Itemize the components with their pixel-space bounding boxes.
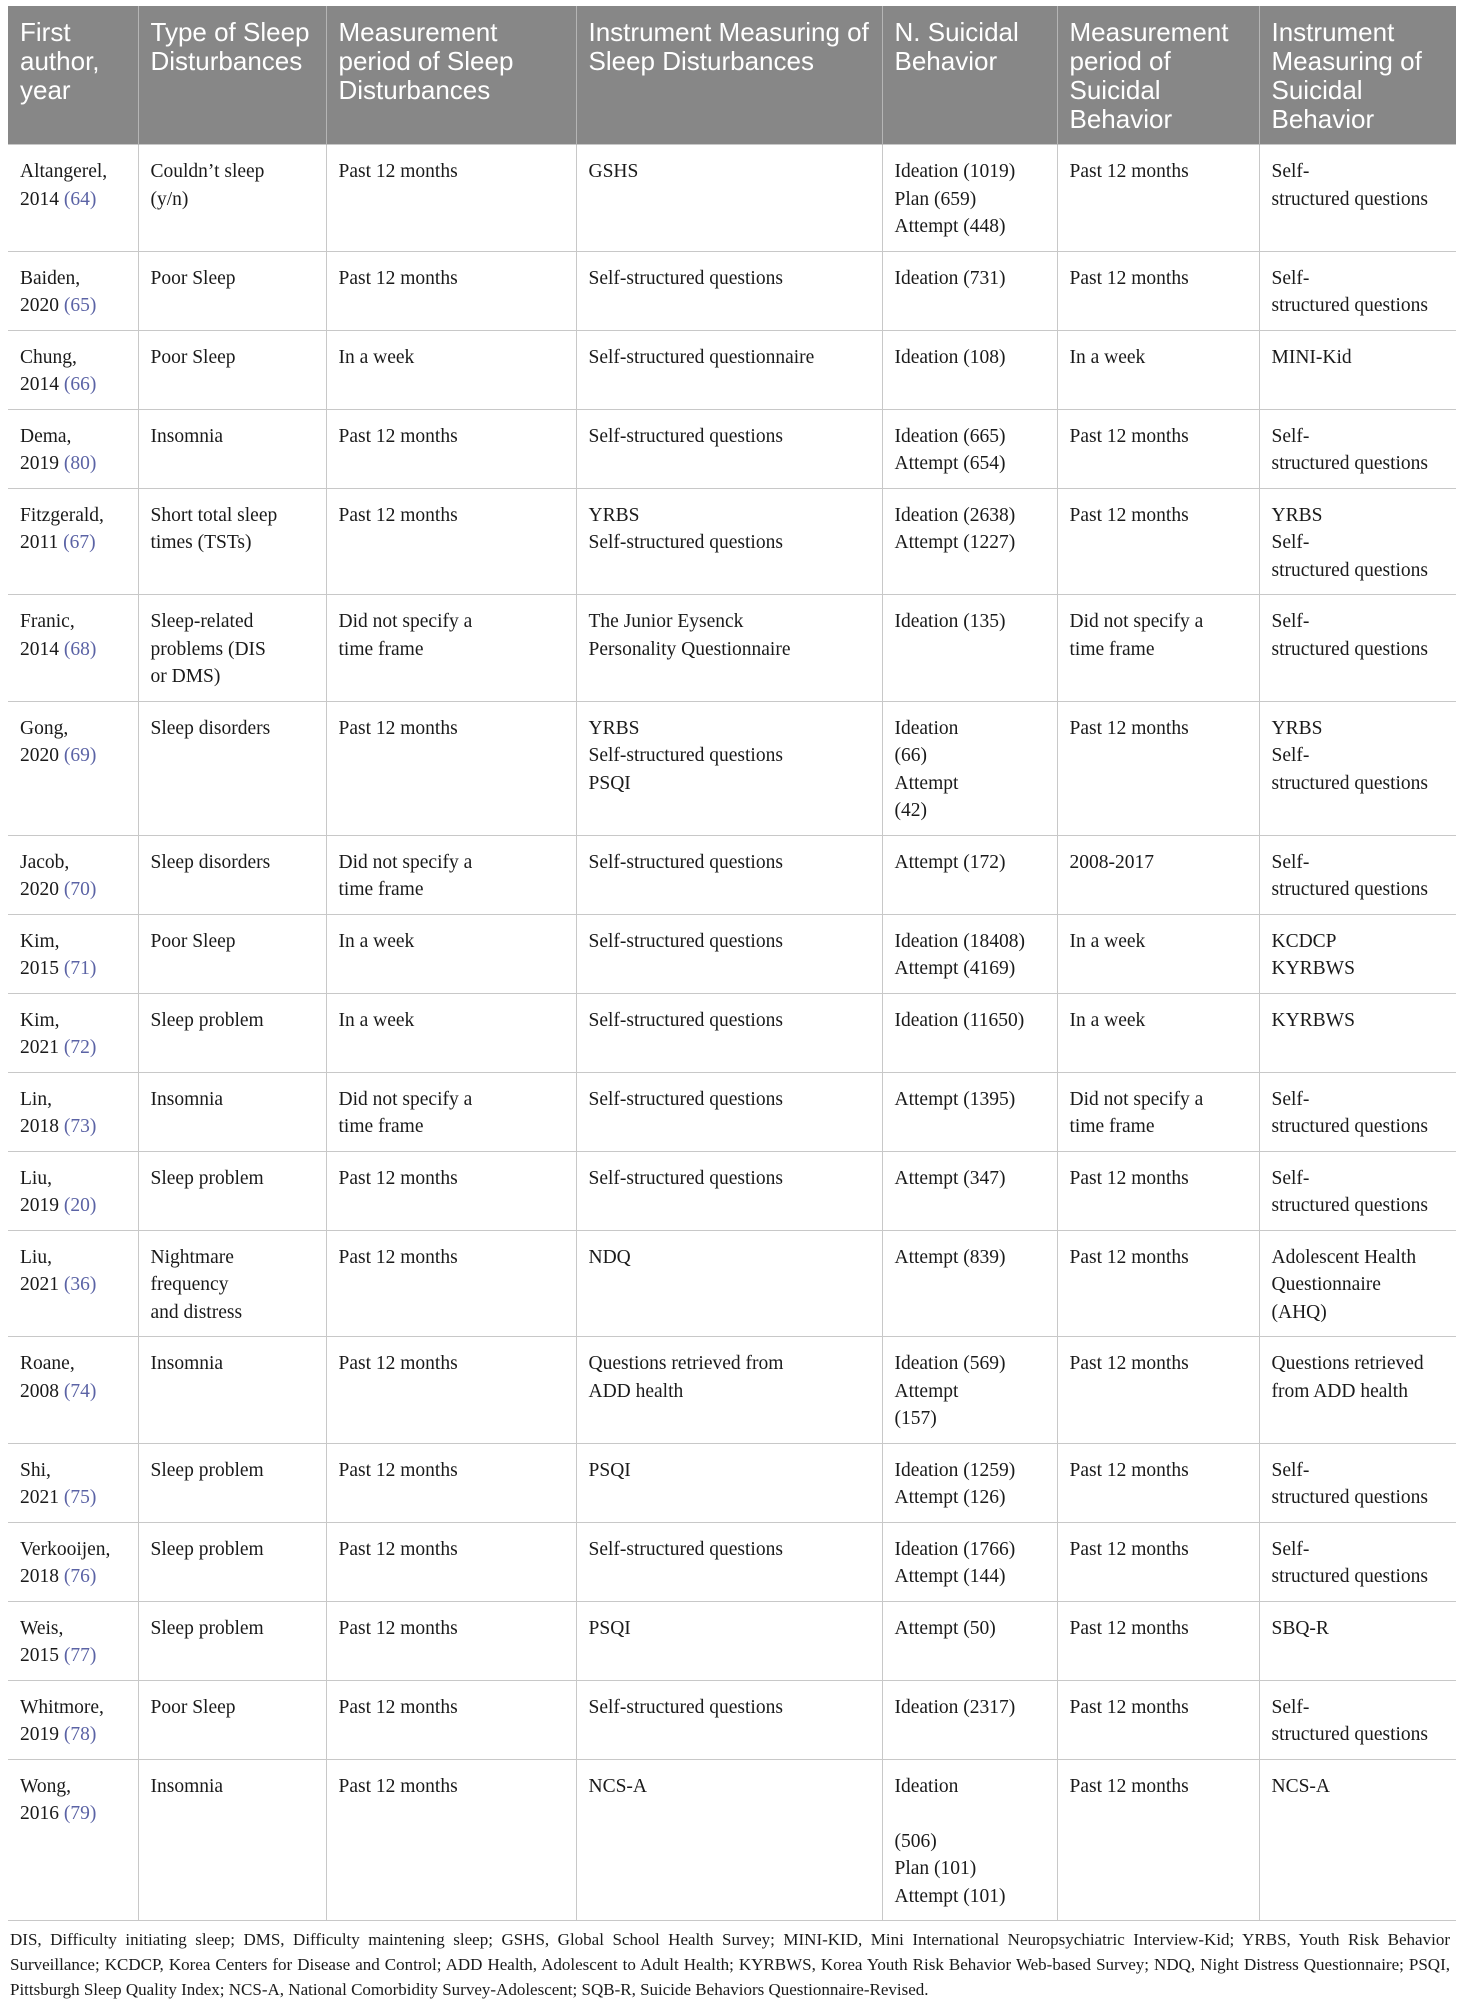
cell-n-suicidal: Ideation (569) Attempt (157) [882,1337,1057,1444]
reference-link[interactable]: (75) [63,1487,97,1508]
cell-n-suicidal: Attempt (347) [882,1151,1057,1230]
cell-sleep-type: Sleep disorders [138,835,326,914]
cell-sleep-type: Insomnia [138,1337,326,1444]
author-text: Liu, 2021 [20,1246,59,1295]
table-row [8,409,1456,488]
cell-suicidal-instrument: Self- structured questions [1259,1151,1456,1230]
cell-sleep-instrument: Questions retrieved from ADD health [576,1337,882,1444]
reference-link[interactable]: (20) [63,1195,97,1216]
table-row [8,145,1456,252]
cell-author [8,914,138,993]
col-header-sleep-instrument: Instrument Measuring of Sleep Disturbances [576,6,882,145]
cell-sleep-instrument: Self-structured questions [576,1151,882,1230]
cell-sleep-period: Did not specify a time frame [326,835,576,914]
cell-author [8,595,138,702]
cell-suicidal-instrument: Self- structured questions [1259,1680,1456,1759]
table-body [8,145,1456,1921]
table-row [8,993,1456,1072]
cell-n-suicidal: Ideation (2638) Attempt (1227) [882,488,1057,595]
cell-author [8,330,138,409]
cell-suicidal-period: Past 12 months [1057,1680,1259,1759]
table-footnote: DIS, Difficulty initiating sleep; DMS, Difficulty maintening sleep; GSHS, Global School Health Survey; MINI-KID, Mini International Neuropsychiatric Interview-Kid; YRBS, Youth Risk Behavior Surveillance; KCDCP, Korea Centers for Disease and Control; ADD Health, Adolescent to Adult Health; KYRBWS, Korea Youth Risk Behavior Web-based Survey; NDQ, Night Distress Questionnaire; PSQI, Pittsburgh Sleep Quality Index; NCS-A, National Comorbidity Survey-Adolescent; SQB-R, Suicide Behaviors Questionnaire-Revised. [10,1930,1450,1999]
cell-n-suicidal: Attempt (172) [882,835,1057,914]
cell-sleep-period: Past 12 months [326,1230,576,1337]
author-text: Kim, 2021 [20,1009,60,1058]
table-row [8,1230,1456,1337]
col-header-n-suicidal: N. Suicidal Behavior [882,6,1057,145]
cell-sleep-type: Sleep problem [138,1522,326,1601]
cell-sleep-period: Past 12 months [326,1522,576,1601]
cell-suicidal-period: Past 12 months [1057,701,1259,835]
cell-author [8,1072,138,1151]
cell-suicidal-instrument: Adolescent Health Questionnaire (AHQ) [1259,1230,1456,1337]
author-text: Liu, 2019 [20,1167,59,1216]
cell-suicidal-instrument: Self- structured questions [1259,1072,1456,1151]
cell-suicidal-instrument: Self- structured questions [1259,1443,1456,1522]
cell-n-suicidal: Ideation (11650) [882,993,1057,1072]
author-text: Chung, 2014 [20,346,77,395]
table-row [8,1680,1456,1759]
reference-link[interactable]: (64) [63,188,97,210]
cell-author [8,701,138,835]
cell-n-suicidal: Ideation (1259) Attempt (126) [882,1443,1057,1522]
cell-suicidal-period: Did not specify a time frame [1057,595,1259,702]
cell-n-suicidal: Ideation (731) [882,251,1057,330]
cell-n-suicidal: Ideation (1766) Attempt (144) [882,1522,1057,1601]
author-text: Roane, 2008 [20,1353,75,1402]
cell-author [8,1601,138,1680]
reference-link[interactable]: (72) [63,1037,97,1058]
table-row [8,1443,1456,1522]
cell-author [8,1151,138,1230]
cell-suicidal-period: Past 12 months [1057,1601,1259,1680]
cell-suicidal-instrument: MINI-Kid [1259,330,1456,409]
reference-link[interactable]: (80) [63,453,97,474]
cell-sleep-type: Sleep problem [138,1151,326,1230]
cell-sleep-instrument: Self-structured questions [576,835,882,914]
cell-sleep-instrument: Self-structured questionnaire [576,330,882,409]
cell-sleep-type: Poor Sleep [138,251,326,330]
cell-suicidal-instrument: Self- structured questions [1259,595,1456,702]
table-row [8,835,1456,914]
reference-link[interactable]: (68) [63,638,97,660]
cell-n-suicidal: Attempt (1395) [882,1072,1057,1151]
cell-suicidal-instrument: YRBS Self- structured questions [1259,488,1456,595]
table-row [8,1151,1456,1230]
author-text: Shi, 2021 [20,1459,59,1508]
cell-n-suicidal: Ideation (665) Attempt (654) [882,409,1057,488]
cell-sleep-instrument: Self-structured questions [576,993,882,1072]
cell-sleep-type: Sleep problem [138,1443,326,1522]
studies-table [8,6,1456,1921]
table-row [8,1522,1456,1601]
author-text: Lin, 2018 [20,1088,59,1137]
col-header-suicidal-instrument: Instrument Measuring of Suicidal Behavior [1259,6,1456,145]
cell-sleep-type: Insomnia [138,1759,326,1921]
cell-sleep-instrument: PSQI [576,1601,882,1680]
table-row [8,914,1456,993]
cell-suicidal-instrument: Questions retrieved from ADD health [1259,1337,1456,1444]
cell-sleep-instrument: Self-structured questions [576,409,882,488]
cell-sleep-instrument: PSQI [576,1443,882,1522]
table-row [8,1337,1456,1444]
cell-suicidal-period: 2008-2017 [1057,835,1259,914]
cell-author [8,251,138,330]
cell-suicidal-period: Past 12 months [1057,1443,1259,1522]
cell-suicidal-period: Past 12 months [1057,488,1259,595]
author-text: Kim, 2015 [20,930,60,979]
cell-suicidal-period: Past 12 months [1057,1230,1259,1337]
cell-sleep-period: Past 12 months [326,1151,576,1230]
cell-suicidal-period: Past 12 months [1057,251,1259,330]
cell-sleep-period: Past 12 months [326,409,576,488]
cell-suicidal-period: Past 12 months [1057,145,1259,252]
cell-sleep-period: In a week [326,993,576,1072]
cell-author [8,1680,138,1759]
cell-sleep-period: Past 12 months [326,1601,576,1680]
cell-sleep-type: Nightmare frequency and distress [138,1230,326,1337]
cell-sleep-period: Did not specify a time frame [326,595,576,702]
cell-sleep-instrument: Self-structured questions [576,1072,882,1151]
cell-sleep-period: Past 12 months [326,1680,576,1759]
table-row [8,701,1456,835]
cell-author [8,993,138,1072]
cell-author [8,835,138,914]
cell-n-suicidal: Ideation (135) [882,595,1057,702]
reference-link[interactable]: (70) [63,879,97,900]
cell-sleep-type: Insomnia [138,409,326,488]
cell-author [8,1522,138,1601]
cell-sleep-period: Did not specify a time frame [326,1072,576,1151]
cell-n-suicidal: Ideation (506) Plan (101) Attempt (101) [882,1759,1057,1921]
cell-sleep-period: Past 12 months [326,701,576,835]
reference-link[interactable]: (76) [63,1566,97,1587]
author-text: Verkooijen, 2018 [20,1538,111,1587]
cell-suicidal-period: In a week [1057,993,1259,1072]
cell-author [8,1443,138,1522]
cell-sleep-type: Sleep problem [138,993,326,1072]
cell-suicidal-instrument: KCDCP KYRBWS [1259,914,1456,993]
author-text: Jacob, 2020 [20,851,70,900]
cell-n-suicidal: Ideation (108) [882,330,1057,409]
cell-n-suicidal: Ideation (18408) Attempt (4169) [882,914,1057,993]
reference-link[interactable]: (65) [63,295,97,316]
cell-author [8,409,138,488]
reference-link[interactable]: (69) [63,745,97,766]
cell-suicidal-period: Past 12 months [1057,1759,1259,1921]
author-text: Weis, 2015 [20,1617,64,1666]
cell-suicidal-instrument: NCS-A [1259,1759,1456,1921]
cell-sleep-type: Short total sleep times (TSTs) [138,488,326,595]
cell-n-suicidal: Ideation (1019) Plan (659) Attempt (448) [882,145,1057,252]
cell-sleep-instrument: NCS-A [576,1759,882,1921]
col-header-sleep-type: Type of Sleep Disturbances [138,6,326,145]
reference-link[interactable]: (67) [63,532,96,553]
reference-link[interactable]: (78) [63,1724,97,1745]
cell-suicidal-instrument: YRBS Self- structured questions [1259,701,1456,835]
cell-sleep-type: Poor Sleep [138,914,326,993]
cell-sleep-instrument: Self-structured questions [576,914,882,993]
cell-author [8,145,138,252]
cell-sleep-period: Past 12 months [326,1337,576,1444]
table-figure [8,6,1456,2002]
reference-link[interactable]: (73) [63,1116,97,1137]
reference-link[interactable]: (79) [63,1803,97,1824]
cell-sleep-type: Sleep disorders [138,701,326,835]
cell-author [8,1230,138,1337]
cell-sleep-type: Poor Sleep [138,1680,326,1759]
cell-suicidal-period: Did not specify a time frame [1057,1072,1259,1151]
cell-suicidal-instrument: Self- structured questions [1259,835,1456,914]
cell-sleep-instrument: Self-structured questions [576,251,882,330]
author-text: Altangerel, 2014 [20,161,108,210]
cell-sleep-type: Insomnia [138,1072,326,1151]
reference-link[interactable]: (66) [63,374,97,395]
cell-sleep-instrument: Self-structured questions [576,1680,882,1759]
cell-suicidal-period: Past 12 months [1057,1151,1259,1230]
table-row [8,595,1456,702]
cell-suicidal-period: Past 12 months [1057,409,1259,488]
cell-author [8,488,138,595]
cell-suicidal-period: In a week [1057,330,1259,409]
cell-author [8,1759,138,1921]
cell-sleep-period: Past 12 months [326,145,576,252]
cell-sleep-type: Couldn’t sleep (y/n) [138,145,326,252]
cell-sleep-type: Sleep problem [138,1601,326,1680]
cell-suicidal-period: Past 12 months [1057,1337,1259,1444]
cell-sleep-period: Past 12 months [326,1759,576,1921]
reference-link[interactable]: (74) [63,1380,97,1402]
cell-n-suicidal: Attempt (50) [882,1601,1057,1680]
cell-n-suicidal: Ideation (66) Attempt (42) [882,701,1057,835]
table-row [8,1601,1456,1680]
col-header-sleep-period: Measurement period of Sleep Disturbances [326,6,576,145]
author-text: Baiden, 2020 [20,267,81,316]
cell-suicidal-instrument: Self- structured questions [1259,1522,1456,1601]
reference-link[interactable]: (71) [63,958,97,979]
cell-suicidal-instrument: Self- structured questions [1259,251,1456,330]
cell-sleep-type: Sleep-related problems (DIS or DMS) [138,595,326,702]
cell-sleep-instrument: YRBS Self-structured questions PSQI [576,701,882,835]
cell-sleep-type: Poor Sleep [138,330,326,409]
cell-suicidal-period: In a week [1057,914,1259,993]
cell-suicidal-instrument: Self- structured questions [1259,145,1456,252]
cell-author [8,1337,138,1444]
author-text: Gong, 2020 [20,717,69,766]
table-row [8,251,1456,330]
col-header-suicidal-period: Measurement period of Suicidal Behavior [1057,6,1259,145]
cell-sleep-instrument: GSHS [576,145,882,252]
author-text: Franic, 2014 [20,611,75,660]
cell-suicidal-instrument: Self- structured questions [1259,409,1456,488]
reference-link[interactable]: (36) [63,1274,97,1295]
cell-suicidal-instrument: KYRBWS [1259,993,1456,1072]
author-text: Wong, 2016 [20,1775,71,1824]
table-row [8,488,1456,595]
cell-suicidal-instrument: SBQ-R [1259,1601,1456,1680]
cell-n-suicidal: Attempt (839) [882,1230,1057,1337]
cell-n-suicidal: Ideation (2317) [882,1680,1057,1759]
cell-sleep-instrument: NDQ [576,1230,882,1337]
cell-suicidal-period: Past 12 months [1057,1522,1259,1601]
cell-sleep-period: In a week [326,914,576,993]
cell-sleep-period: Past 12 months [326,488,576,595]
table-row [8,1759,1456,1921]
cell-sleep-period: Past 12 months [326,251,576,330]
cell-sleep-period: Past 12 months [326,1443,576,1522]
cell-sleep-instrument: The Junior Eysenck Personality Questionnaire [576,595,882,702]
author-text: Dema, 2019 [20,425,72,474]
author-text: Fitzgerald, 2011 [20,504,104,553]
table-row [8,1072,1456,1151]
cell-sleep-instrument: Self-structured questions [576,1522,882,1601]
table-row [8,330,1456,409]
cell-sleep-instrument: YRBS Self-structured questions [576,488,882,595]
reference-link[interactable]: (77) [63,1645,97,1666]
header-row [8,6,1456,145]
col-header-author: First author, year [8,6,138,145]
author-text: Whitmore, 2019 [20,1696,104,1745]
cell-sleep-period: In a week [326,330,576,409]
